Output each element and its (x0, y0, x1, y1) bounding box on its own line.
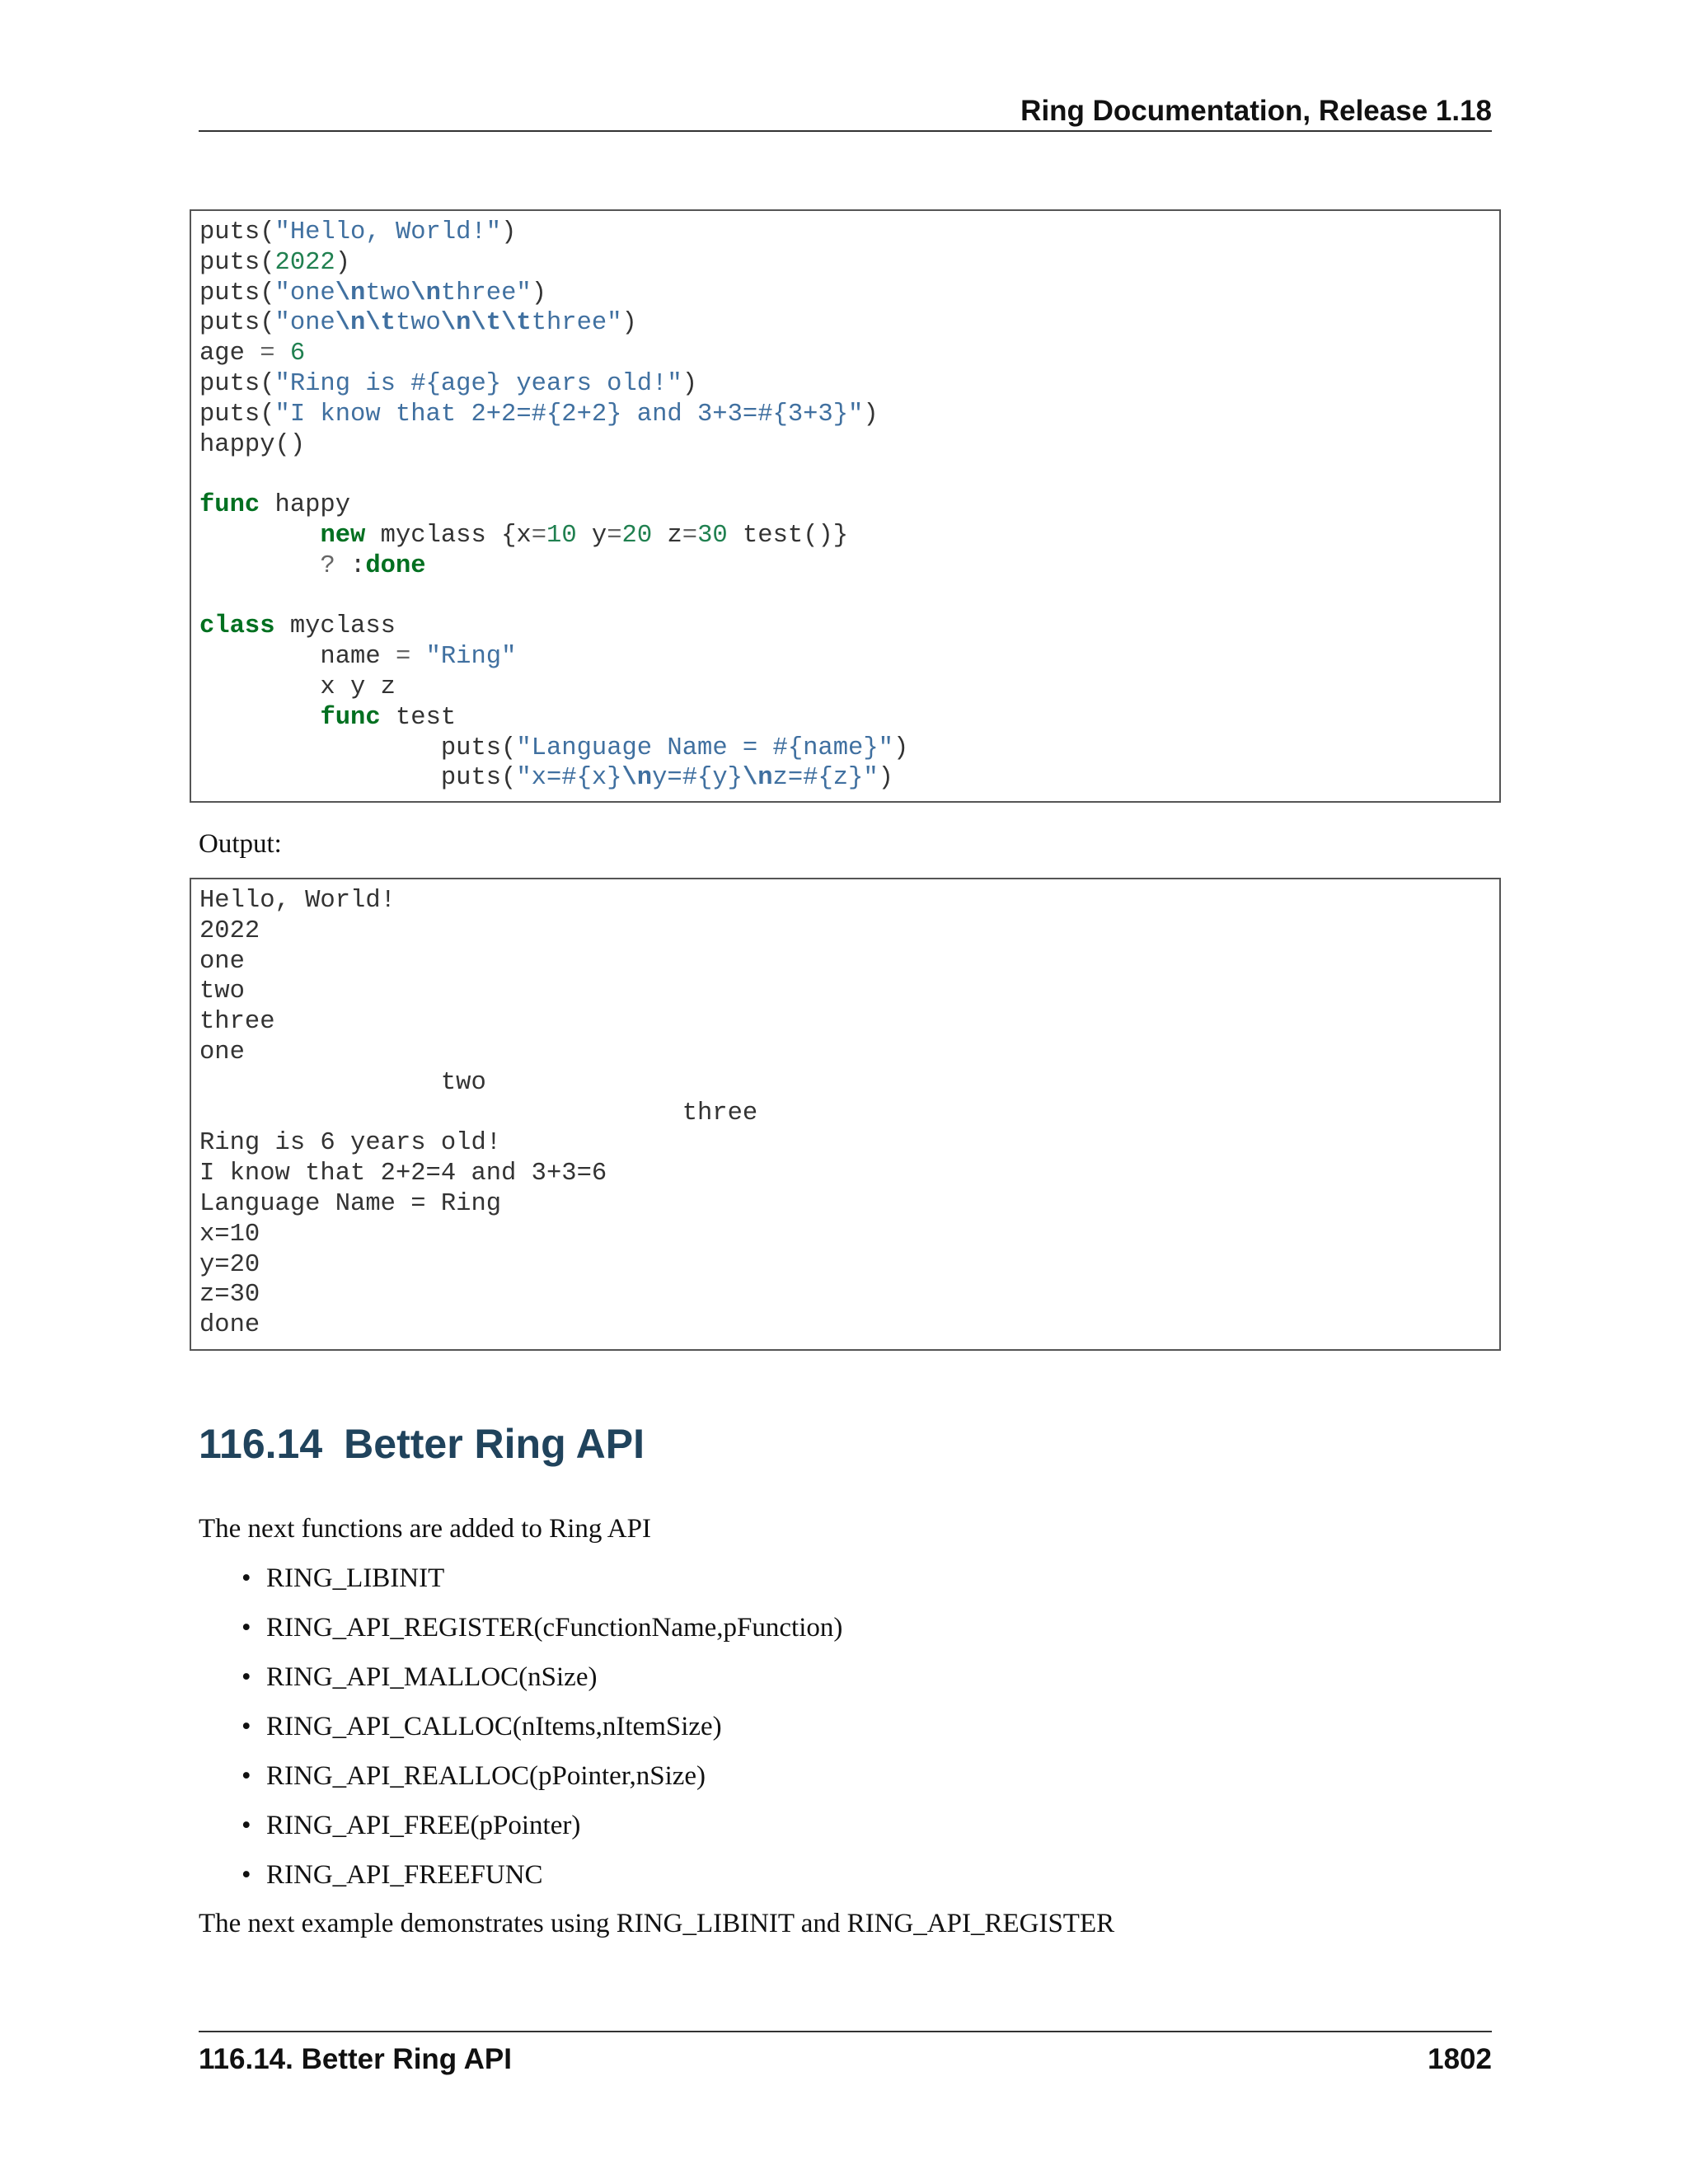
code-token: = (682, 521, 698, 550)
code-token: "x=#{x} (516, 764, 622, 793)
code-token: puts( (199, 733, 517, 762)
code-token: \n (621, 764, 653, 793)
code-line (199, 309, 637, 337)
code-line (199, 340, 305, 368)
output-line: Ring is 6 years old! (199, 1129, 502, 1158)
output-line: Language Name = Ring (199, 1189, 502, 1218)
section-number: 116.14 (199, 1421, 323, 1467)
bullet-icon: • (241, 1613, 251, 1643)
output-label: Output: (199, 829, 282, 859)
list-item (199, 1809, 842, 1858)
code-token: ) (531, 279, 547, 307)
code-token: "Hello, World!" (274, 218, 502, 246)
code-line (199, 431, 305, 459)
code-token: func (199, 491, 260, 520)
code-listing (199, 218, 1499, 794)
page-header (199, 92, 1492, 132)
output-listing (199, 886, 1499, 1341)
bullet-icon: • (241, 1811, 251, 1840)
code-token: test (380, 703, 457, 732)
code-token: myclass {x (365, 521, 532, 550)
code-line (199, 552, 426, 580)
code-line (199, 643, 516, 671)
code-token (199, 522, 320, 550)
code-token: "one (274, 309, 335, 338)
code-line (199, 612, 396, 640)
code-token: happy() (199, 430, 306, 459)
code-token: ) (335, 248, 351, 277)
list-item (199, 1760, 842, 1809)
code-token: puts( (199, 309, 275, 338)
code-token: : (335, 551, 366, 580)
code-line (199, 522, 848, 550)
list-item (199, 1562, 842, 1611)
page-footer (199, 2031, 1492, 2079)
code-token: ) (878, 764, 893, 793)
api-function-name: RING_API_REGISTER(cFunctionName,pFunction) (266, 1613, 843, 1643)
code-token (410, 643, 425, 671)
list-item (199, 1710, 842, 1760)
api-function-name: RING_API_FREEFUNC (266, 1860, 543, 1890)
code-token: \n\t\t (440, 309, 532, 338)
code-token: name (199, 643, 396, 672)
list-item (199, 1858, 842, 1908)
code-token (199, 552, 320, 580)
code-token: three" (440, 279, 532, 307)
output-line: two (199, 977, 245, 1006)
code-token: "one (274, 279, 335, 307)
code-token: 20 (621, 521, 653, 550)
page-number: 1802 (1428, 2043, 1492, 2075)
code-token: \n (742, 764, 773, 793)
code-token: two (395, 309, 441, 338)
output-line: z=30 (199, 1281, 260, 1310)
bullet-icon: • (241, 1662, 251, 1692)
code-token: 30 (697, 521, 728, 550)
code-line (199, 734, 908, 762)
code-token (199, 704, 320, 732)
code-line (199, 279, 546, 307)
output-line: x=10 (199, 1220, 260, 1249)
output-block (190, 878, 1501, 1351)
bullet-icon: • (241, 1712, 251, 1741)
code-token: puts( (199, 248, 275, 277)
section-title: Better Ring API (344, 1421, 645, 1467)
code-token: puts( (199, 279, 275, 307)
code-token: puts( (199, 764, 517, 793)
demo-note-paragraph: The next example demonstrates using RING_LIBINIT and RING_API_REGISTER (199, 1909, 1115, 1938)
code-token: z (652, 521, 682, 550)
intro-paragraph: The next functions are added to Ring API (199, 1514, 651, 1544)
bullet-icon: • (241, 1860, 251, 1890)
code-line (199, 218, 516, 246)
api-function-name: RING_LIBINIT (266, 1563, 445, 1593)
code-line (199, 491, 350, 519)
code-token: y=#{y} (652, 764, 743, 793)
code-line (199, 673, 396, 701)
code-token: 10 (546, 521, 577, 550)
code-token: test()} (727, 521, 849, 550)
code-token: puts( (199, 400, 275, 429)
code-token: "Ring" (425, 643, 517, 672)
api-function-name: RING_API_MALLOC(nSize) (266, 1662, 598, 1692)
code-token: z=#{z}" (772, 764, 879, 793)
code-line (199, 249, 350, 277)
document-title: Ring Documentation, Release 1.18 (1020, 95, 1492, 127)
code-token: three" (531, 309, 622, 338)
output-line: three (199, 1099, 758, 1127)
code-token: = (395, 643, 411, 672)
list-item (199, 1611, 842, 1661)
code-token: myclass (274, 612, 396, 641)
api-function-list (199, 1562, 842, 1908)
code-token: new (320, 521, 366, 550)
output-line: three (199, 1008, 275, 1037)
code-token: puts( (199, 218, 275, 246)
code-line (199, 764, 893, 792)
code-token: = (531, 521, 547, 550)
code-token: = (260, 340, 275, 368)
code-token: y (576, 521, 607, 550)
code-token: ) (682, 369, 698, 398)
footer-section: 116.14. Better Ring API (199, 2043, 512, 2075)
output-line: I know that 2+2=4 and 3+3=6 (199, 1160, 607, 1188)
output-line: two (199, 1068, 486, 1097)
code-token: ? (320, 551, 335, 580)
code-token: ) (893, 733, 909, 762)
code-token: \n (335, 279, 366, 307)
code-line (199, 370, 697, 398)
code-token: 6 (289, 340, 306, 368)
code-token: ) (863, 400, 879, 429)
code-token: ) (501, 218, 517, 246)
code-token: x y z (199, 673, 396, 701)
code-token: 2022 (274, 248, 335, 277)
output-line: Hello, World! (199, 887, 396, 915)
code-line (199, 704, 456, 732)
code-token: puts( (199, 369, 275, 398)
output-line: y=20 (199, 1250, 260, 1279)
code-token: age (199, 340, 260, 368)
code-token: "I know that 2+2=#{2+2} and 3+3=#{3+3}" (274, 400, 864, 429)
output-line: done (199, 1311, 260, 1340)
code-token: \n (410, 279, 441, 307)
api-function-name: RING_API_REALLOC(pPointer,nSize) (266, 1761, 706, 1791)
code-token: two (365, 279, 411, 307)
output-line: 2022 (199, 916, 260, 945)
output-line: one (199, 1038, 245, 1066)
code-token (275, 340, 290, 368)
code-token: \n\t (335, 309, 396, 338)
bullet-icon: • (241, 1563, 251, 1593)
output-line: one (199, 947, 245, 976)
api-function-name: RING_API_CALLOC(nItems,nItemSize) (266, 1712, 722, 1741)
bullet-icon: • (241, 1761, 251, 1791)
code-token: ) (621, 309, 637, 338)
code-token: func (320, 703, 381, 732)
code-example-block (190, 209, 1501, 803)
code-token: = (607, 521, 622, 550)
code-token: happy (260, 491, 351, 520)
code-token: done (365, 551, 426, 580)
list-item (199, 1661, 842, 1710)
code-line (199, 401, 879, 429)
code-token: class (199, 612, 275, 641)
section-heading (199, 1418, 645, 1470)
api-function-name: RING_API_FREE(pPointer) (266, 1811, 581, 1840)
code-token: "Language Name = #{name}" (516, 733, 893, 762)
code-token: "Ring is #{age} years old!" (274, 369, 682, 398)
